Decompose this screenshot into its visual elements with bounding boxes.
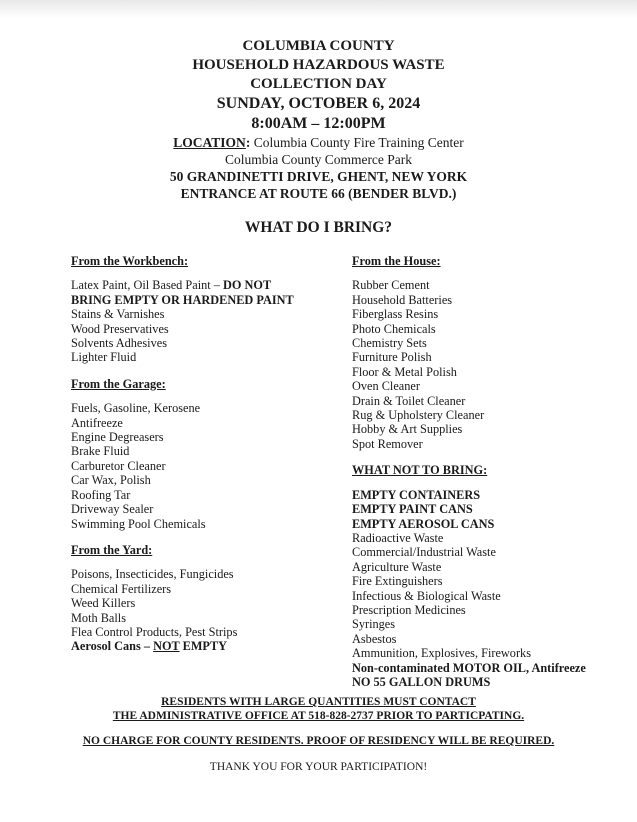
list-item: Antifreeze xyxy=(71,415,123,430)
list-item: Agriculture Waste xyxy=(352,559,442,574)
contact-line-2: THE ADMINISTRATIVE OFFICE AT 518-828-2737 PRIOR TO PARTICPATING. xyxy=(112,709,525,722)
list-item: Ammunition, Explosives, Fireworks xyxy=(352,646,531,661)
not-bring-bold-top xyxy=(352,488,622,531)
list-item: Rug & Upholstery Cleaner xyxy=(352,408,485,423)
location-label: LOCATION xyxy=(173,135,246,150)
list-item: NO 55 GALLON DRUMS xyxy=(352,674,491,689)
list-item: Photo Chemicals xyxy=(352,321,436,336)
spacer xyxy=(352,451,622,463)
list-item: Radioactive Waste xyxy=(352,530,444,545)
list-item: Solvents Adhesives xyxy=(71,336,167,351)
county-title: COLUMBIA COUNTY xyxy=(242,38,395,54)
spacer xyxy=(71,531,341,543)
paint-text: Latex Paint, Oil Based Paint – xyxy=(71,278,223,293)
list-item: Furniture Polish xyxy=(352,350,432,365)
list-item: Weed Killers xyxy=(71,596,136,611)
yard-list xyxy=(71,567,341,639)
event-time: 8:00AM – 12:00PM xyxy=(251,115,386,132)
page-top-shadow xyxy=(0,0,637,18)
paint-item xyxy=(71,278,341,292)
list-item: Flea Control Products, Pest Strips xyxy=(71,624,238,639)
list-item: Car Wax, Polish xyxy=(71,473,151,488)
event-title: HOUSEHOLD HAZARDOUS WASTE xyxy=(192,57,445,73)
flyer-header xyxy=(0,37,637,202)
house-heading: From the House: xyxy=(352,254,441,268)
location-colon: : xyxy=(245,135,251,150)
list-item: EMPTY PAINT CANS xyxy=(352,502,473,517)
footer xyxy=(0,696,637,774)
left-column xyxy=(71,254,341,654)
address: 50 GRANDINETTI DRIVE, GHENT, NEW YORK xyxy=(169,169,468,184)
garage-heading: From the Garage: xyxy=(71,376,166,391)
not-bring-bold-bottom xyxy=(352,661,622,690)
workbench-heading: From the Workbench: xyxy=(71,254,189,268)
list-item: Fiberglass Resins xyxy=(352,307,439,322)
house-list xyxy=(352,278,622,451)
contact-line-1: RESIDENTS WITH LARGE QUANTITIES MUST CONTACT xyxy=(161,696,476,708)
list-item: EMPTY AEROSOL CANS xyxy=(352,516,495,531)
list-item: Household Batteries xyxy=(352,292,453,307)
list-item: Chemistry Sets xyxy=(352,336,427,351)
list-item: Asbestos xyxy=(352,631,397,646)
list-item: Floor & Metal Polish xyxy=(352,364,457,379)
no-charge-line: NO CHARGE FOR COUNTY RESIDENTS. PROOF OF RESIDENCY WILL BE REQUIRED. xyxy=(82,735,555,747)
paint-warning-line: BRING EMPTY OR HARDENED PAINT xyxy=(71,292,294,307)
not-bring-list xyxy=(352,531,622,661)
list-item: Fuels, Gasoline, Kerosene xyxy=(71,401,201,416)
list-item: Hobby & Art Supplies xyxy=(352,422,463,437)
list-item: Fire Extinguishers xyxy=(352,574,443,589)
list-item: Chemical Fertilizers xyxy=(71,581,172,596)
list-item: Non-contaminated MOTOR OIL, Antifreeze xyxy=(352,660,586,675)
right-column xyxy=(352,254,622,689)
what-to-bring-title: WHAT DO I BRING? xyxy=(244,219,393,236)
event-subtitle: COLLECTION DAY xyxy=(250,76,387,92)
list-item: Drain & Toilet Cleaner xyxy=(352,393,466,408)
list-item: Moth Balls xyxy=(71,610,126,625)
spacer xyxy=(71,365,341,377)
list-item: Syringes xyxy=(352,617,396,632)
workbench-list xyxy=(71,307,341,365)
location-value: Columbia County Fire Training Center xyxy=(250,135,464,150)
list-item: Engine Degreasers xyxy=(71,430,164,445)
aerosol-item xyxy=(71,639,341,653)
paint-warning: DO NOT xyxy=(222,278,272,293)
list-item: Roofing Tar xyxy=(71,487,131,502)
list-item: Poisons, Insecticides, Fungicides xyxy=(71,567,234,582)
list-item: Stains & Varnishes xyxy=(71,307,165,322)
aerosol-not: NOT xyxy=(153,639,180,654)
event-date: SUNDAY, OCTOBER 6, 2024 xyxy=(216,95,421,112)
entrance: ENTRANCE AT ROUTE 66 (BENDER BLVD.) xyxy=(180,186,457,201)
list-item: Infectious & Biological Waste xyxy=(352,588,501,603)
location-line-2: Columbia County Commerce Park xyxy=(224,152,413,167)
list-item: Swimming Pool Chemicals xyxy=(71,516,206,531)
list-item: Spot Remover xyxy=(352,436,423,451)
list-item: Lighter Fluid xyxy=(71,350,137,365)
list-item: Commercial/Industrial Waste xyxy=(352,545,496,560)
list-item: Carburetor Cleaner xyxy=(71,458,166,473)
yard-heading: From the Yard: xyxy=(71,542,153,557)
list-item: Wood Preservatives xyxy=(71,321,169,336)
list-item: Oven Cleaner xyxy=(352,379,420,394)
list-item: Driveway Sealer xyxy=(71,502,154,517)
list-item: EMPTY CONTAINERS xyxy=(352,487,481,502)
garage-list xyxy=(71,401,341,531)
location-line xyxy=(0,134,637,151)
list-item: Prescription Medicines xyxy=(352,602,466,617)
aerosol-text: Aerosol Cans – xyxy=(71,639,154,654)
spacer xyxy=(0,723,637,735)
list-item: Brake Fluid xyxy=(71,444,130,459)
aerosol-empty: EMPTY xyxy=(179,639,228,654)
thanks-line: THANK YOU FOR YOUR PARTICIPATION! xyxy=(209,760,428,773)
list-item: Rubber Cement xyxy=(352,278,430,293)
not-bring-heading: WHAT NOT TO BRING: xyxy=(352,463,488,478)
